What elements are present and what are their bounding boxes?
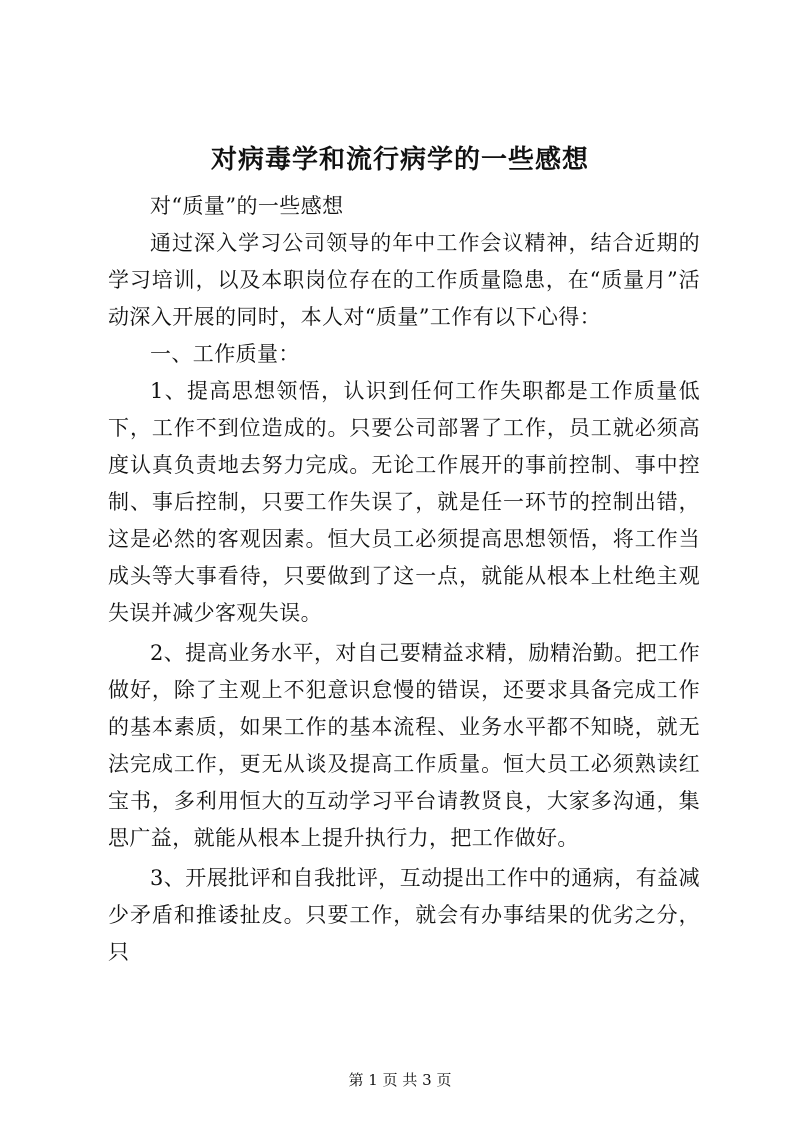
- paragraph-subtitle: 对“质量”的一些感想: [150, 194, 344, 218]
- document-title: 对病毒学和流行病学的一些感想: [210, 145, 589, 175]
- paragraph-section-heading: 一、工作质量：: [150, 342, 300, 366]
- page-number-footer: 第 1 页 共 3 页: [348, 1071, 452, 1089]
- paragraph-item-2: 2、提高业务水平，对自己要精益求精，励精治勤。把工作做好，除了主观上不犯意识怠慢的错误，还要求具备完成工作的基本素质，如果工作的基本流程、业务水平都不知晓，就无法完成工作，更无从谈及提高工作质量。恒大员工必须熟读红宝书，多利用恒大的互动学习平台请教贤良，大家多沟通，集思广益，就能从根本上提升执行力，把工作做好。: [108, 641, 700, 850]
- document-body: [108, 188, 700, 971]
- paragraph-item-3: 3、开展批评和自我批评，互动提出工作中的通病，有益减少矛盾和推诿扯皮。只要工作，就会有办事结果的优劣之分，只: [108, 866, 700, 964]
- paragraph-item-1: 1、提高思想领悟，认识到任何工作失职都是工作质量低下，工作不到位造成的。只要公司部署了工作，员工就必须高度认真负责地去努力完成。无论工作展开的事前控制、事中控制、事后控制，只要工作失误了，就是任一环节的控制出错，这是必然的客观因素。恒大员工必须提高思想领悟，将工作当成头等大事看待，只要做到了这一点，就能从根本上杜绝主观失误并减少客观失误。: [108, 379, 700, 625]
- paragraph-intro: 通过深入学习公司领导的年中工作会议精神，结合近期的学习培训，以及本职岗位存在的工作质量隐患，在“质量月”活动深入开展的同时，本人对“质量”工作有以下心得：: [108, 231, 700, 329]
